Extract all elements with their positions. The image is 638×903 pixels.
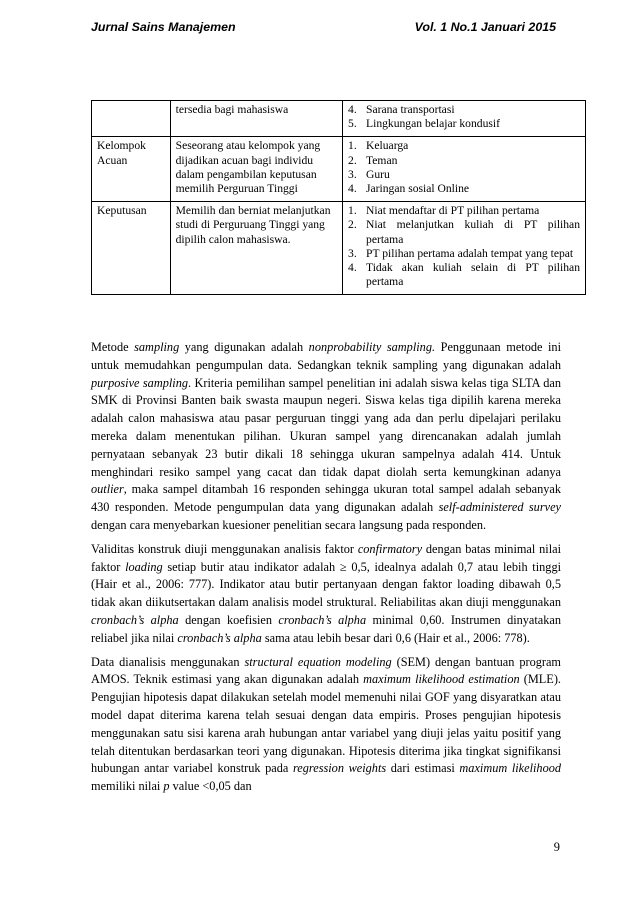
row-indicators	[343, 101, 586, 137]
paragraph-sampling: Metode sampling yang digunakan adalah nonprobability sampling. Penggunaan metode ini untuk memudahkan pengumpulan data. Sedangkan teknik sampling yang digunakan adalah purposive sampling. Kriteria pemilihan sampel penelitian ini adalah siswa kelas tiga SLTA dan SMK di Provinsi Banten baik swasta maupun negeri. Siswa kelas tiga dipilih karena mereka adalah calon mahasiswa atau pasar perguruan tinggi yang ada dan perlu dipelajari perilaku mereka dalam menentukan pilihan. Ukuran sampel yang direncanakan adalah jumlah pernyataan sebanyak 23 butir dikali 18 sehingga ukuran sampelnya adalah 414. Untuk menghindari resiko sampel yang cacat dan tidak dapat diolah serta kemungkinan adanya outlier, maka sampel ditambah 16 responden sehingga ukuran total sampel adalah sebanyak 430 responden. Metode pengumpulan data yang digunakan adalah self-administered survey dengan cara menyebarkan kuesioner penelitian secara langsung pada responden.	[91, 340, 561, 532]
list-item: 2. Teman	[348, 153, 398, 167]
row-indicators	[343, 137, 586, 202]
list-item: 4. Jaringan sosial Online	[348, 182, 470, 196]
journal-title: Jurnal Sains Manajemen	[91, 20, 236, 34]
list-item: 4. Sarana transportasi	[348, 103, 455, 116]
list-item: 2. Niat melanjutkan kuliah di PT pilihan pertama	[348, 218, 580, 246]
table-row	[92, 202, 586, 295]
row-description: tersedia bagi mahasiswa	[170, 101, 342, 137]
running-header	[91, 20, 556, 34]
body-text	[91, 339, 561, 802]
page-number: 9	[553, 840, 560, 854]
table-row	[92, 101, 586, 137]
row-description: Memilih dan berniat melanjutkan studi di Perguruang Tinggi yang dipilih calon mahasiswa.	[170, 202, 342, 295]
paragraph-analysis: Data dianalisis menggunakan structural equation modeling (SEM) dengan bantuan program AMOS. Teknik estimasi yang akan digunakan adalah maximum likelihood estimation (MLE). Pengujian hipotesis dapat dilakukan setelah model memenuhi nilai GOF yang disyaratkan atau model dapat diterima karena telah sesuai dengan data empiris. Proses pengujian hipotesis menggunakan satu sisi karena arah hubungan antar variabel yang diuji jelas yaitu positif yang telah ditentukan berdasarkan teori yang digunakan. Hipotesis diterima jika tingkat signifikansi hubungan antar variabel konstruk pada regression weights dari estimasi maximum likelihood memiliki nilai p value <0,05 dan	[91, 654, 562, 794]
list-item: 3. Guru	[348, 167, 390, 181]
row-label: Keputusan	[92, 202, 171, 295]
list-item: 4. Tidak akan kuliah selain di PT pilihan pertama	[348, 261, 580, 289]
criteria-table	[91, 100, 586, 295]
row-label	[92, 101, 171, 137]
volume-info: Vol. 1 No.1 Januari 2015	[414, 20, 556, 34]
row-label: Kelompok Acuan	[92, 137, 171, 202]
row-description: Seseorang atau kelompok yang dijadikan acuan bagi individu dalam pengambilan keputusan memilih Perguruan Tinggi	[170, 137, 342, 202]
list-item: 1. Keluarga	[348, 139, 409, 153]
list-item: 5. Lingkungan belajar kondusif	[348, 117, 500, 131]
row-indicators	[343, 202, 586, 295]
list-item: 1. Niat mendaftar di PT pilihan pertama	[348, 204, 540, 218]
list-item: 3. PT pilihan pertama adalah tempat yang tepat	[348, 246, 574, 260]
paragraph-validity: Validitas konstruk diuji menggunakan analisis faktor confirmatory dengan batas minimal nilai faktor loading setiap butir atau indikator adalah ≥ 0,5, idealnya adalah 0,7 atau lebih tinggi (Hair et al., 2006: 777). Indikator atau butir pertanyaan dengan faktor loading dibawah 0,5 tidak akan diikutsertakan dalam analisis model struktural. Reliabilitas akan diuji menggunakan cronbach’s alpha dengan koefisien cronbach’s alpha minimal 0,60. Instrumen dinyatakan reliabel jika nilai cronbach’s alpha sama atau lebih besar dari 0,6 (Hair et al., 2006: 778).	[91, 541, 562, 645]
table-row	[92, 137, 586, 202]
